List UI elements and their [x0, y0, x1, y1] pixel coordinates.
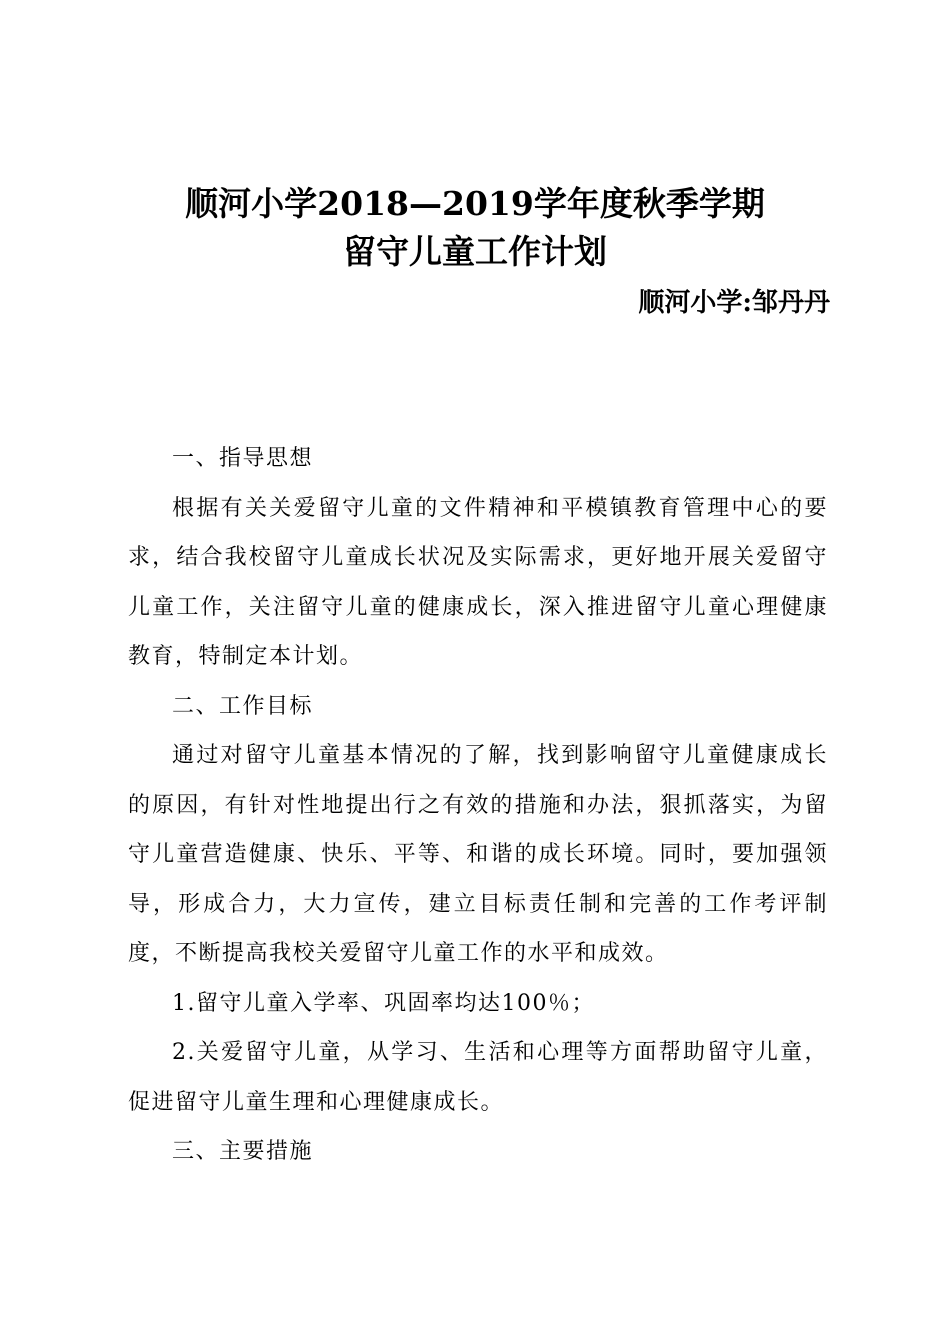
document-title-line-2: 留守儿童工作计划: [343, 232, 607, 271]
document-body: [128, 434, 828, 1177]
paragraph-goal-1: 1.留守儿童入学率、巩固率均达100％；: [172, 990, 595, 1016]
paragraph-guiding-ideology: 根据有关关爱留守儿童的文件精神和平模镇教育管理中心的要求，结合我校留守儿童成长状况及实际需求，更好地开展关爱留守儿童工作，关注留守儿童的健康成长，深入推进留守儿童心理健康教育，特制定本计划。: [128, 495, 828, 669]
paragraph-work-goals: 通过对留守儿童基本情况的了解，找到影响留守儿童健康成长的原因，有针对性地提出行之有效的措施和办法，狠抓落实，为留守儿童营造健康、快乐、平等、和谐的成长环境。同时，要加强领导，形成合力，大力宣传，建立目标责任制和完善的工作考评制度，不断提高我校关爱留守儿童工作的水平和成效。: [128, 743, 828, 966]
paragraph-goal-2: 2.关爱留守儿童，从学习、生活和心理等方面帮助留守儿童，促进留守儿童生理和心理健康成长。: [128, 1040, 828, 1115]
document-title-line-1: 顺河小学2018—2019学年度秋季学期: [185, 184, 765, 223]
section-heading-work-goals: 二、工作目标: [172, 693, 314, 719]
section-heading-guiding-ideology: 一、指导思想: [172, 446, 314, 471]
section-heading-main-measures: 三、主要措施: [172, 1139, 314, 1164]
document-author: 顺河小学:邹丹丹: [638, 288, 830, 318]
